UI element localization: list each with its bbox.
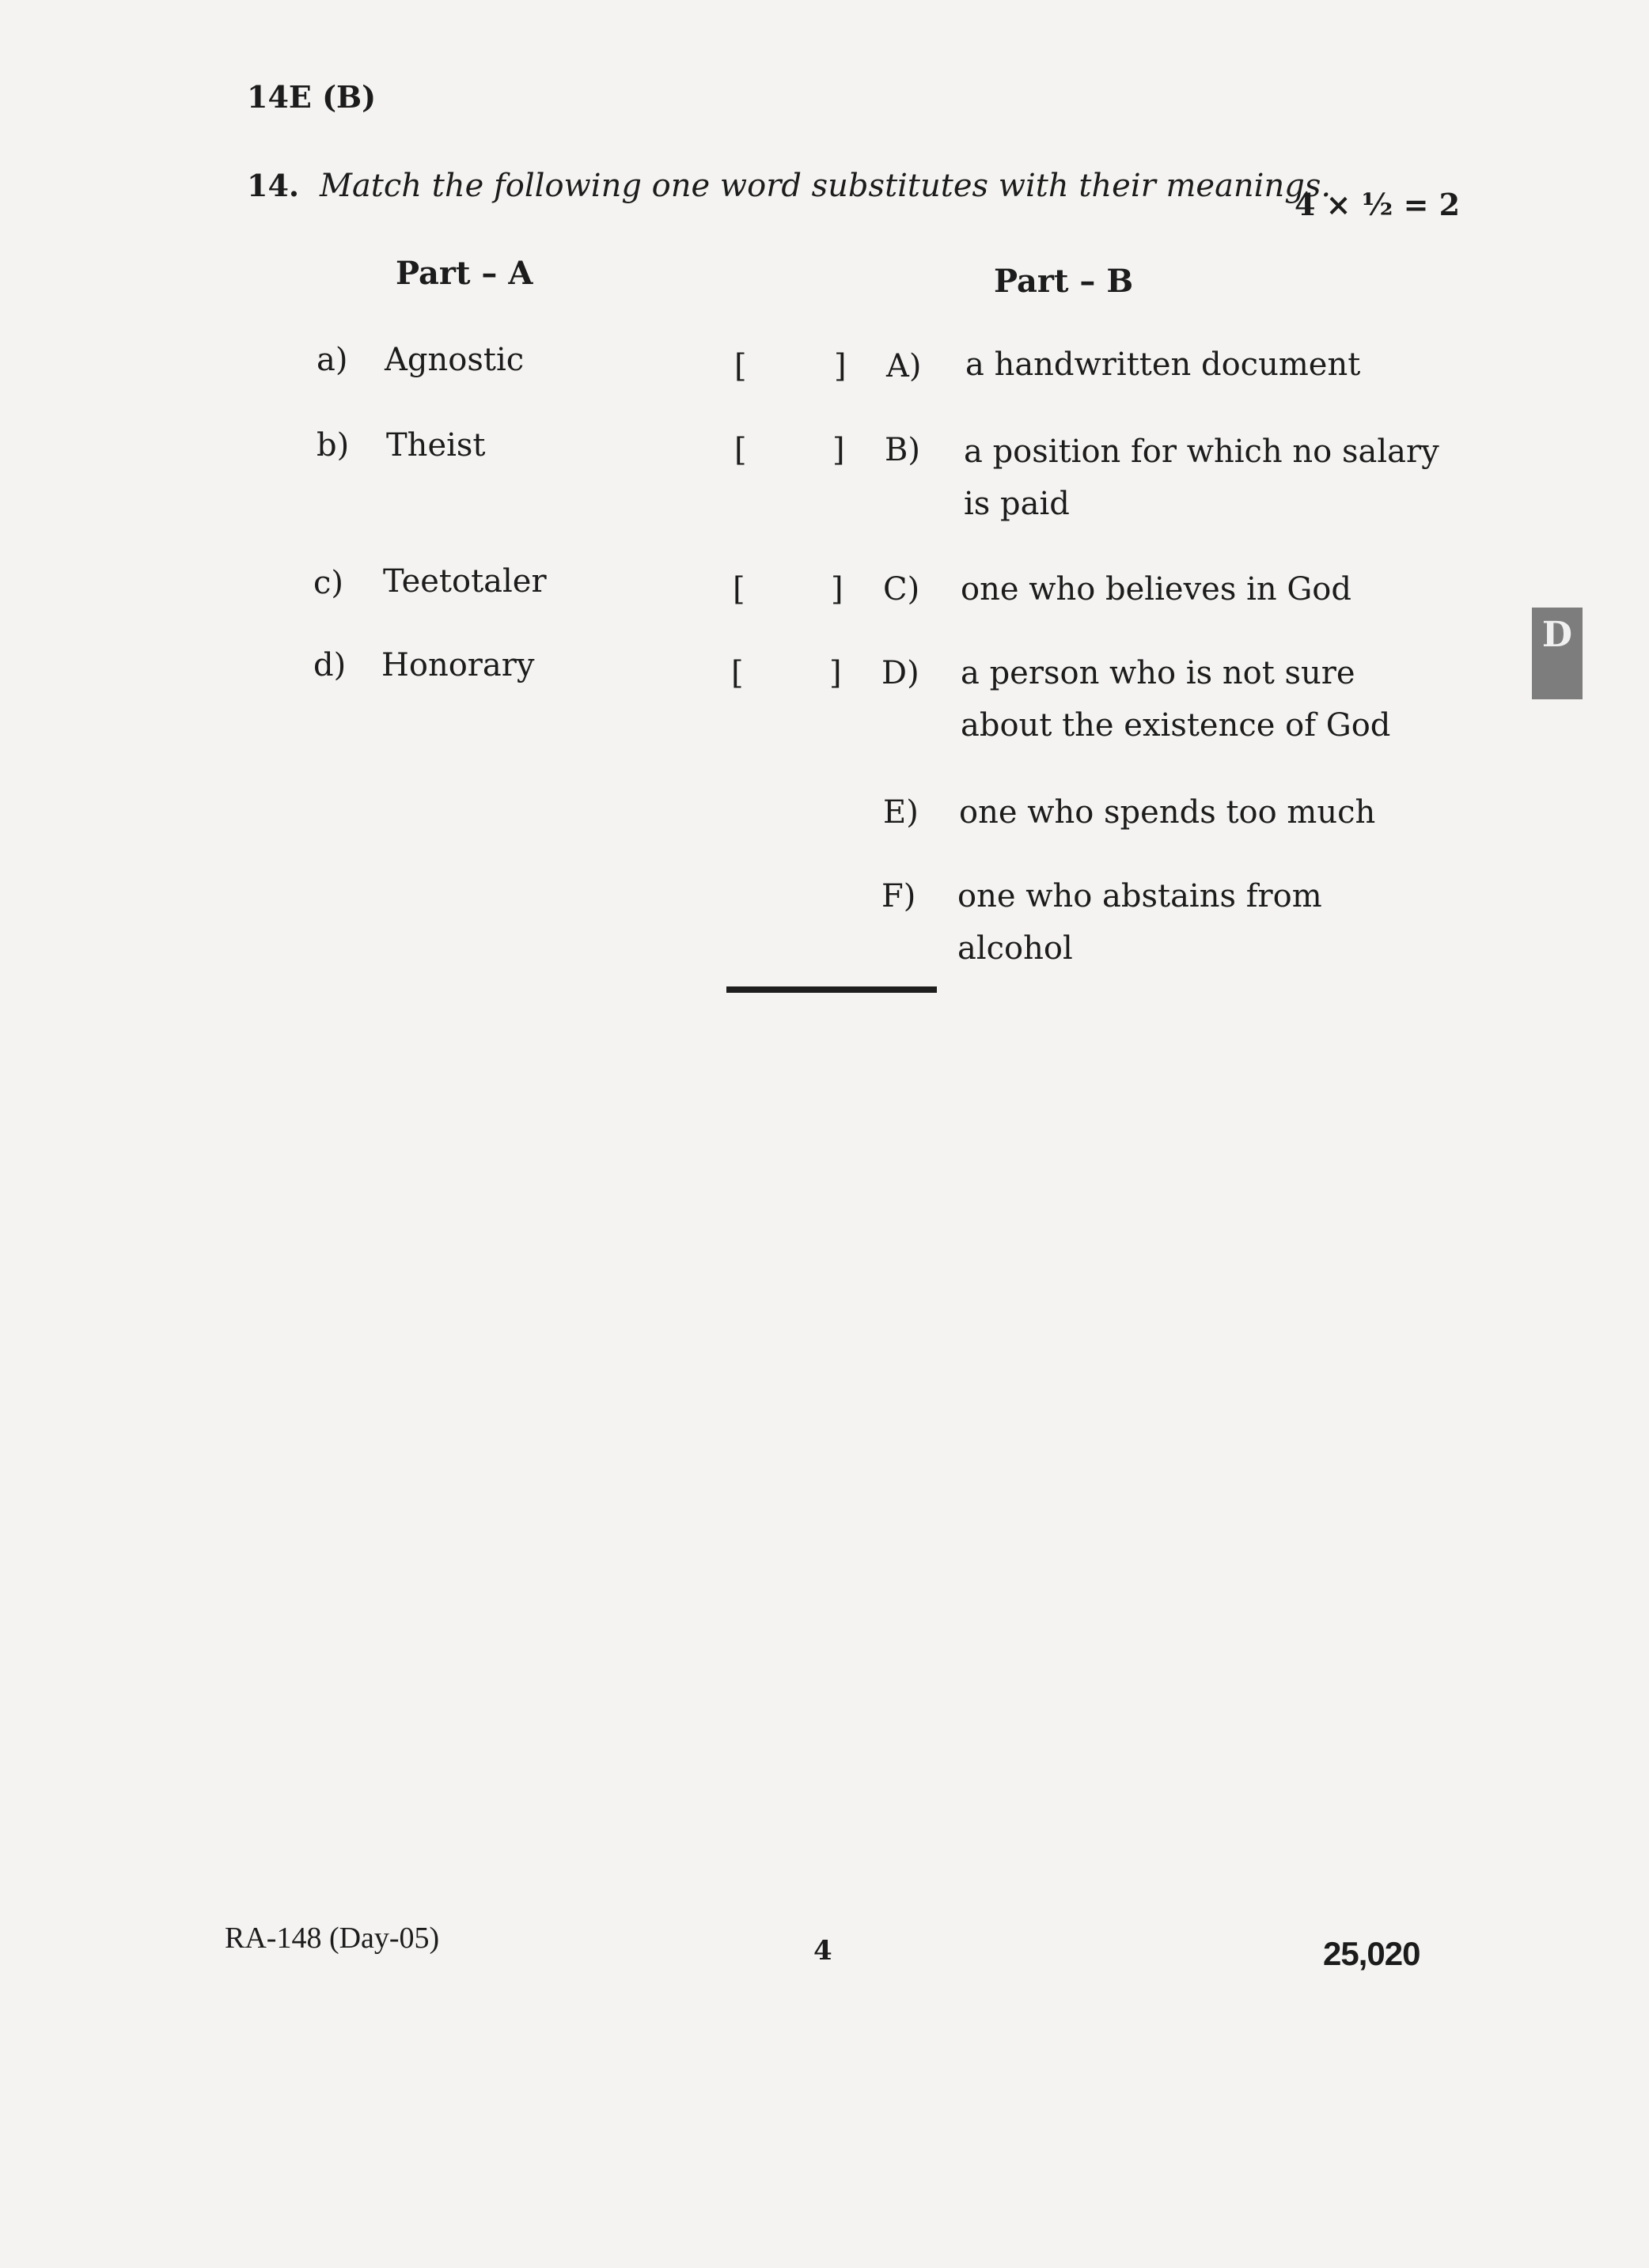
option-label: F)	[881, 878, 916, 914]
answer-bracket-close: ]	[829, 655, 842, 691]
footer-serial-number: 25,020	[1323, 1935, 1420, 1972]
answer-bracket-close: ]	[832, 432, 845, 468]
item-label: b)	[317, 427, 350, 464]
option-text: one who believes in God	[961, 571, 1351, 608]
section-end-divider	[726, 986, 937, 993]
question-number: 14.	[247, 168, 300, 203]
option-label: D)	[881, 655, 919, 691]
part-b-heading: Part – B	[994, 263, 1134, 300]
option-text: a person who is not sure about the existence of God	[961, 655, 1391, 744]
option-text: a handwritten document	[965, 346, 1361, 383]
item-term: Honorary	[381, 647, 535, 683]
answer-bracket-open: [	[733, 571, 745, 608]
option-text: one who abstains from alcohol	[957, 878, 1322, 967]
option-label: C)	[883, 571, 920, 608]
item-label: c)	[313, 565, 344, 601]
answer-bracket-open: [	[734, 348, 747, 384]
footer-paper-code: RA-148 (Day-05)	[225, 1922, 440, 1955]
option-label: B)	[885, 432, 920, 468]
option-label: A)	[886, 348, 922, 384]
page-number: 4	[813, 1935, 832, 1967]
side-section-tab: D	[1532, 608, 1583, 699]
item-label: d)	[313, 647, 347, 683]
option-label: E)	[883, 794, 919, 831]
paper-code: 14E (B)	[247, 79, 377, 115]
answer-bracket-close: ]	[831, 571, 843, 608]
item-label: a)	[317, 342, 348, 378]
item-term: Teetotaler	[383, 563, 547, 600]
item-term: Agnostic	[385, 342, 525, 378]
question-marks: 4 × ½ = 2	[1295, 187, 1461, 222]
option-text: one who spends too much	[959, 794, 1376, 831]
answer-bracket-open: [	[731, 655, 744, 691]
answer-bracket-close: ]	[834, 348, 847, 384]
item-term: Theist	[386, 427, 486, 464]
answer-bracket-open: [	[734, 432, 747, 468]
question-text: Match the following one word substitutes with their meanings.	[320, 168, 1332, 204]
part-a-heading: Part – A	[396, 255, 533, 292]
option-text: a position for which no salary is paid	[964, 434, 1439, 522]
